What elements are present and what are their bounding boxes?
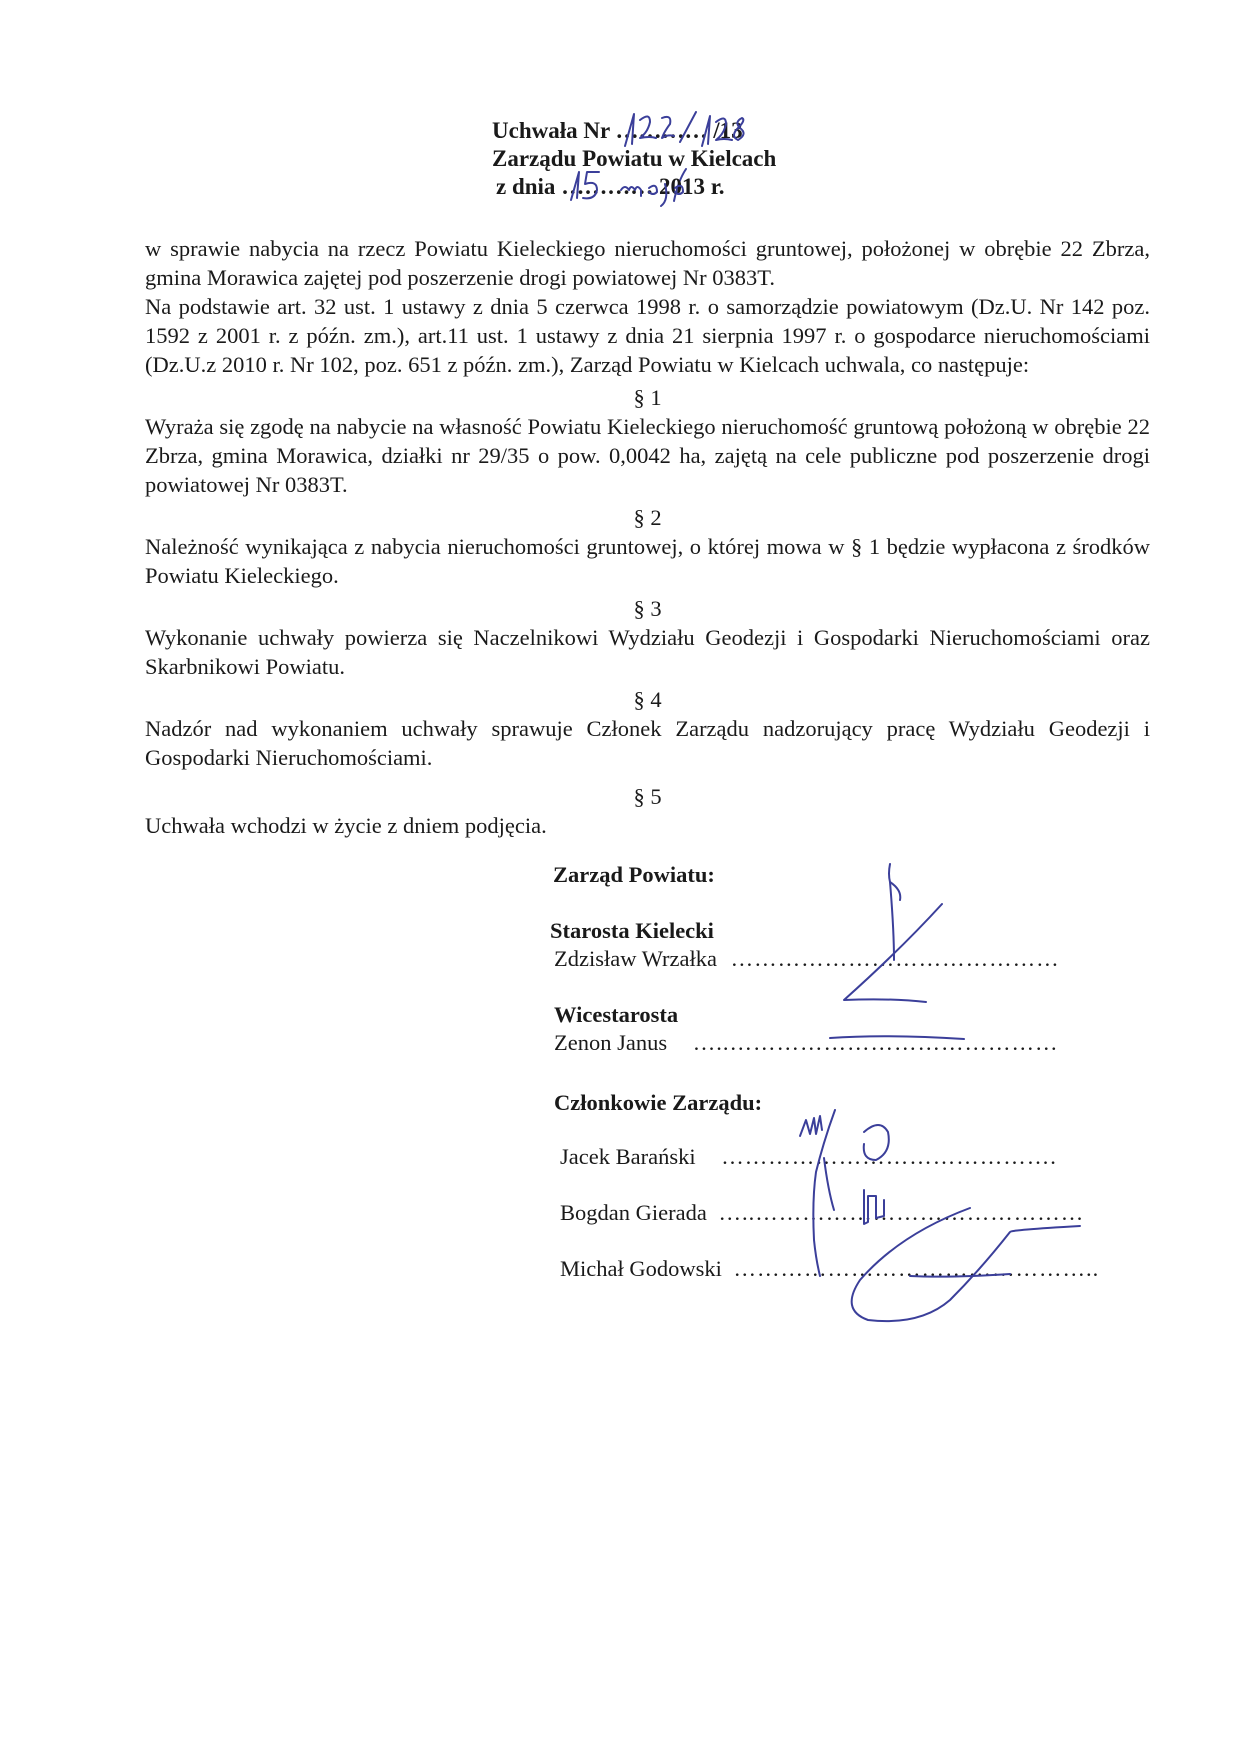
- resolution-number-line: [492, 118, 743, 144]
- board-signature-heading: Zarząd Powiatu:: [553, 862, 715, 887]
- resolution-date-line: [496, 174, 725, 200]
- starosta-handwritten-signature: [830, 860, 950, 1010]
- starosta-signature-dots: ……………………………………: [730, 946, 1060, 971]
- member-2-name: Bogdan Gierada: [560, 1200, 707, 1225]
- member-3-line: [560, 1256, 1099, 1282]
- section-3-mark: § 3: [633, 596, 662, 621]
- member-2-line: [560, 1200, 1084, 1226]
- resolution-number-dots: …………: [615, 118, 708, 143]
- member-1-signature-dots: …………………………………….: [721, 1144, 1057, 1169]
- section-5-mark: § 5: [633, 784, 662, 809]
- board-name-line: [492, 146, 776, 172]
- section-1-mark: § 1: [633, 385, 662, 410]
- legal-basis: Na podstawie art. 32 ust. 1 ustawy z dnia 5 czerwca 1998 r. o samorządzie powiatowym (Dz.U. Nr 142 poz. 1592 z 2001 r. z późn. zm.), art.11 ust. 1 ustawy z dnia 21 sierpnia 1997 r. o gospodarce nieruchomościami (Dz.U.z 2010 r. Nr 102, poz. 651 z późn. zm.), Zarząd Powiatu w Kielcach uchwala, co następuje:: [145, 294, 1150, 377]
- member-1-line: [560, 1144, 1057, 1170]
- vice-name: Zenon Janus: [554, 1030, 668, 1055]
- vice-title: Wicestarosta: [554, 1002, 679, 1027]
- member-3-signature-dots: ………………………………………..: [733, 1256, 1100, 1281]
- member-3-name: Michał Godowski: [560, 1256, 722, 1281]
- date-prefix: z dnia: [496, 174, 556, 199]
- section-5-text: Uchwała wchodzi w życie z dniem podjęcia.: [145, 813, 547, 838]
- date-dots: …………: [561, 174, 654, 199]
- starosta-title: Starosta Kielecki: [550, 918, 714, 943]
- board-name: Zarządu Powiatu w Kielcach: [492, 146, 777, 171]
- vice-signature-dots: …..……………………………………: [692, 1030, 1059, 1055]
- section-3-text: Wykonanie uchwały powierza się Naczelnikowi Wydziału Geodezji i Gospodarki Nieruchomościami oraz Skarbnikowi Powiatu.: [145, 625, 1150, 679]
- section-2-text: Należność wynikająca z nabycia nieruchomości gruntowej, o której mowa w § 1 będzie wypłacona z środków Powiatu Kieleckiego.: [145, 534, 1150, 588]
- member-1-name: Jacek Barański: [560, 1144, 696, 1169]
- section-4-mark: § 4: [633, 687, 662, 712]
- resolution-number-prefix: Uchwała Nr: [492, 118, 610, 143]
- section-1-text: Wyraża się zgodę na nabycie na własność Powiatu Kieleckiego nieruchomość gruntową położoną w obrębie 22 Zbrza, gmina Morawica, działki nr 29/35 o pow. 0,0042 ha, zajętą na cele publiczne pod poszerzenie drogi powiatowej Nr 0383T.: [145, 414, 1150, 497]
- resolution-number-suffix: /13: [713, 118, 743, 143]
- resolution-subject: w sprawie nabycia na rzecz Powiatu Kieleckiego nieruchomości gruntowej, położonej w obrębie 22 Zbrza, gmina Morawica zajętej pod poszerzenie drogi powiatowej Nr 0383T.: [145, 236, 1150, 290]
- resolution-body: [145, 234, 1150, 840]
- member-2-signature-dots: …..……………………………………: [718, 1200, 1085, 1225]
- date-suffix: 2013 r.: [658, 174, 725, 199]
- starosta-name: Zdzisław Wrzałka: [554, 946, 717, 971]
- section-2-mark: § 2: [633, 505, 662, 530]
- section-4-text: Nadzór nad wykonaniem uchwały sprawuje Członek Zarządu nadzorujący pracę Wydziału Geodezji i Gospodarki Nieruchomościami.: [145, 716, 1150, 770]
- members-heading: Członkowie Zarządu:: [554, 1090, 763, 1115]
- starosta-line: [554, 946, 1060, 972]
- vice-line: [554, 1030, 1058, 1056]
